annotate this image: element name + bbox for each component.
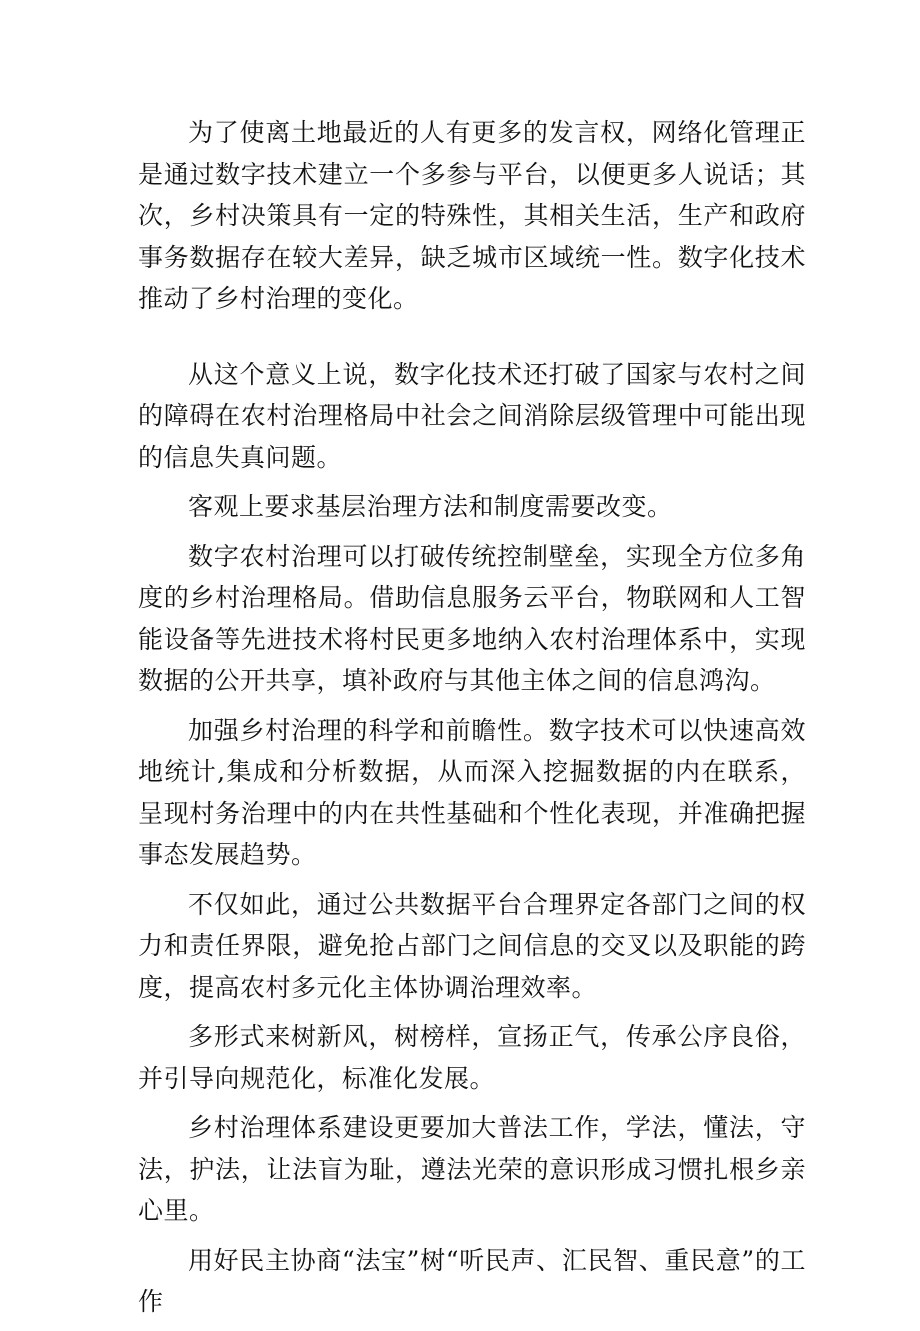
paragraph-8: 乡村治理体系建设更要加大普法工作，学法，懂法，守法，护法，让法盲为耻，遵法光荣的意识形成习惯扎根乡亲心里。 xyxy=(138,1113,806,1225)
document-body xyxy=(138,112,806,1331)
paragraph-2: 从这个意义上说，数字化技术还打破了国家与农村之间的障碍在农村治理格局中社会之间消除层级管理中可能出现的信息失真问题。 xyxy=(138,359,806,472)
paragraph-1: 为了使离土地最近的人有更多的发言权，网络化管理正是通过数字技术建立一个多参与平台，以便更多人说话；其次，乡村决策具有一定的特殊性，其相关生活，生产和政府事务数据存在较大差异，缺乏城市区域统一性。数字化技术推动了乡村治理的变化。 xyxy=(138,118,806,313)
paragraph-6: 不仅如此，通过公共数据平台合理界定各部门之间的权力和责任界限，避免抢占部门之间信息的交叉以及职能的跨度，提高农村多元化主体协调治理效率。 xyxy=(138,889,806,1002)
paragraph-4: 数字农村治理可以打破传统控制壁垒，实现全方位多角度的乡村治理格局。借助信息服务云平台，物联网和人工智能设备等先进技术将村民更多地纳入农村治理体系中，实现数据的公开共享，填补政府与其他主体之间的信息鸿沟。 xyxy=(138,541,806,695)
paragraph-3: 客观上要求基层治理方法和制度需要改变。 xyxy=(188,492,673,521)
paragraph-7: 多形式来树新风，树榜样，宣扬正气，传承公序良俗，并引导向规范化，标准化发展。 xyxy=(138,1022,806,1093)
paragraph-9: 用好民主协商“法宝”树“听民声、汇民智、重民意”的工作 xyxy=(138,1245,806,1316)
paragraph-5: 加强乡村治理的科学和前瞻性。数字技术可以快速高效地统计,集成和分析数据，从而深入挖掘数据的内在联系，呈现村务治理中的内在共性基础和个性化表现，并准确把握事态发展趋势。 xyxy=(138,715,806,869)
